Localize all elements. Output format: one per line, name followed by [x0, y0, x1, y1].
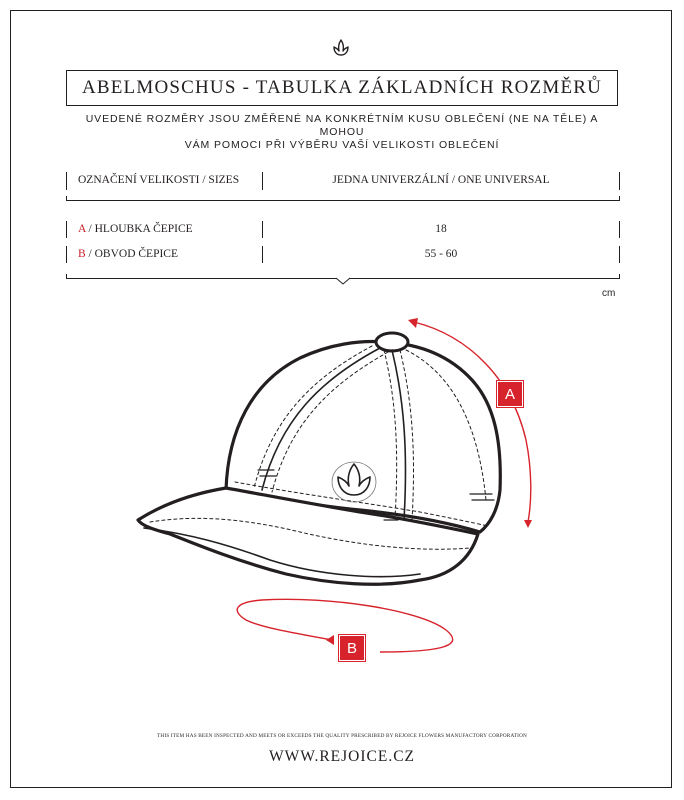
row-name: / OBVOD ČEPICE: [85, 248, 178, 260]
row-name: / HLOUBKA ČEPICE: [85, 223, 193, 235]
marker-b-badge: B: [339, 635, 365, 661]
subtitle-line-2: VÁM POMOCI PŘI VÝBĚRU VAŠÍ VELIKOSTI OBLEČENÍ: [184, 139, 500, 151]
website-link[interactable]: WWW.REJOICE.CZ: [268, 748, 416, 765]
table-header-label: OZNAČENÍ VELIKOSTI / SIZES: [78, 174, 240, 186]
unit-label: cm: [602, 288, 616, 299]
table-header-size: JEDNA UNIVERZÁLNÍ / ONE UNIVERSAL: [332, 174, 550, 186]
row-letter: B: [78, 248, 86, 260]
subtitle-line-1: UVEDENÉ ROZMĚRY JSOU ZMĚŘENÉ NA KONKRÉTNÍM KUSU OBLEČENÍ (NE NA TĚLE) A MOHOU: [85, 113, 599, 138]
row-value: 18: [435, 223, 447, 235]
quality-note: THIS ITEM HAS BEEN INSPECTED AND MEETS OR EXCEEDS THE QUALITY PRESCRIBED BY REJOICE FLOWERS MANUFACTORY CORPORATION: [157, 733, 527, 739]
row-value: 55 - 60: [424, 248, 458, 260]
marker-a-badge: A: [497, 381, 523, 407]
page-title: ABELMOSCHUS - TABULKA ZÁKLADNÍCH ROZMĚRŮ: [66, 70, 618, 106]
row-letter: A: [78, 223, 86, 235]
